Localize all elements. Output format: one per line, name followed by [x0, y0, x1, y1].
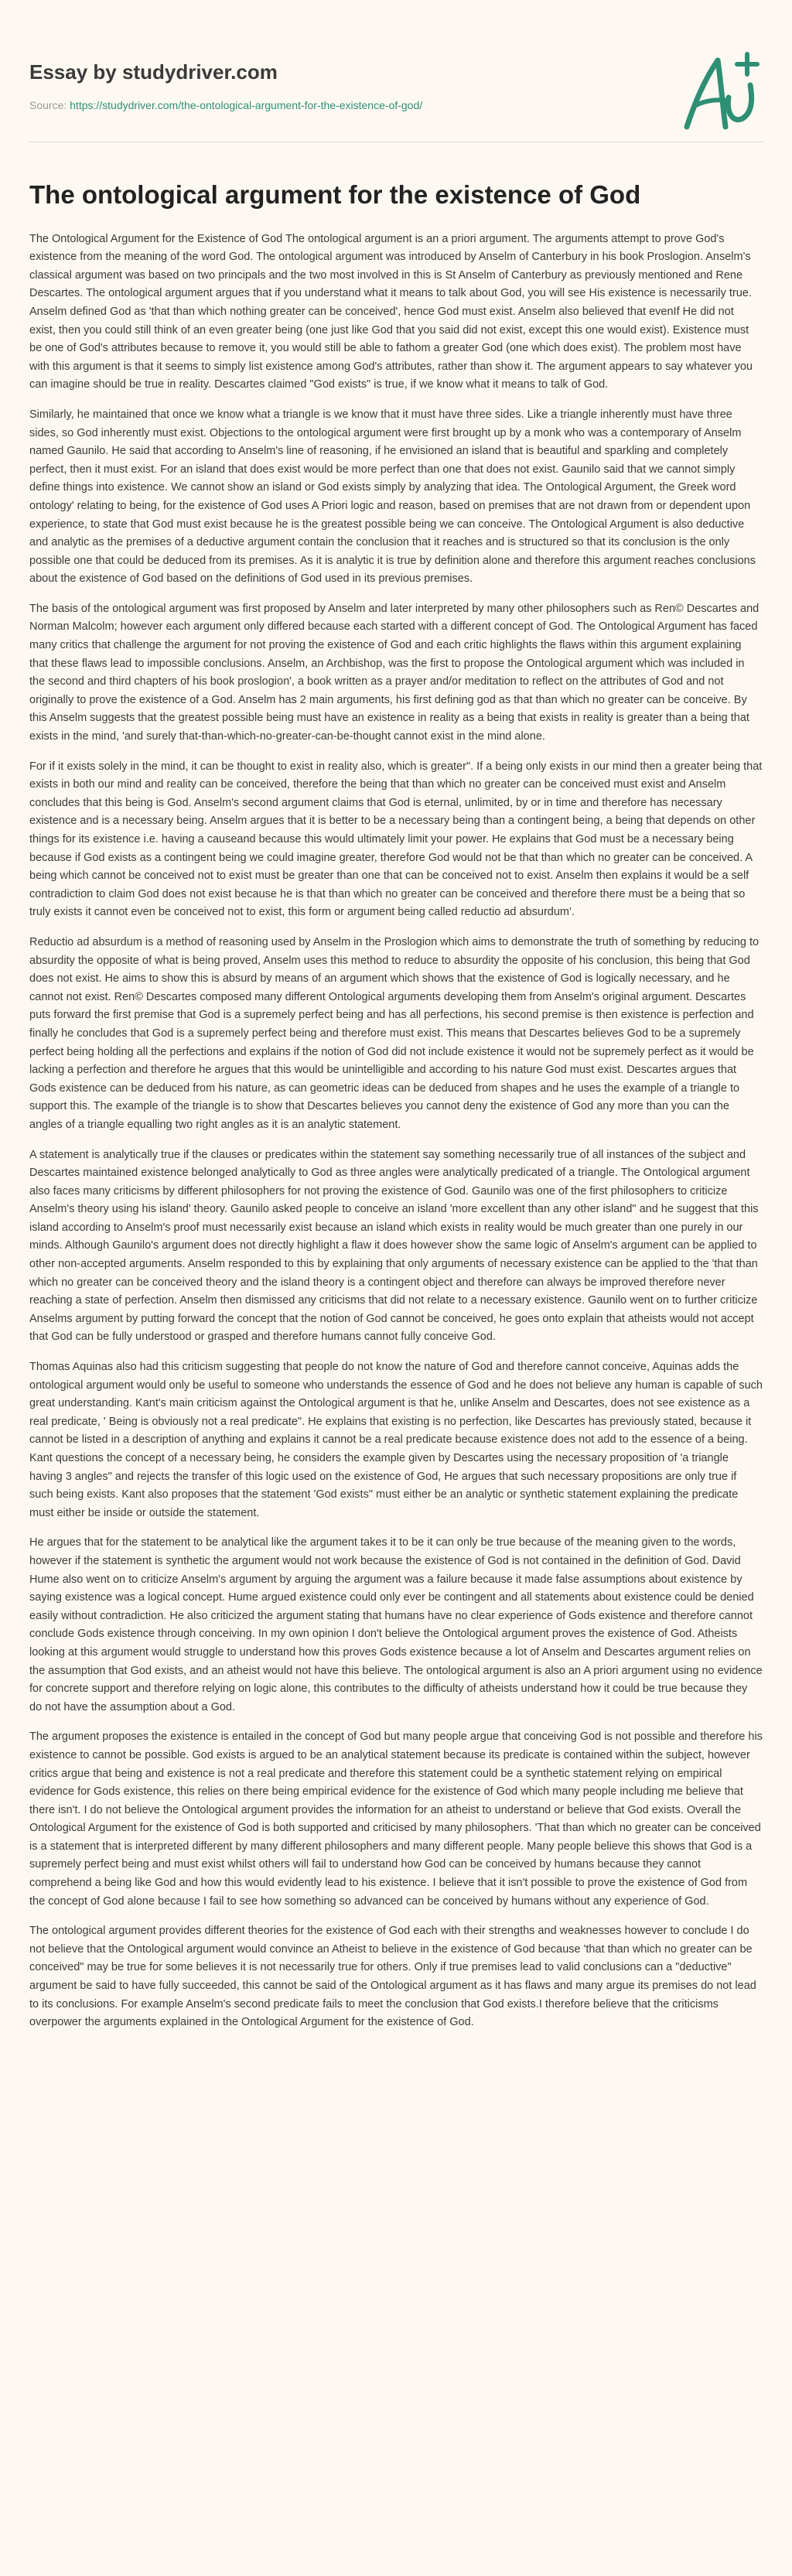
site-title: Essay by studydriver.com — [29, 60, 278, 84]
studydriver-logo[interactable] — [678, 50, 763, 135]
essay-paragraph: The Ontological Argument for the Existence of God The ontological argument is an a priori argument. The arguments attempt to prove God's existence from the meaning of the word God. The ontological argument was introduced by Anselm of Canterbury in his book Proslogion. Anselm's classical argument was based on two principals and the two most involved in this is St Anselm of Canterbury as previously mentioned and Rene Descartes. The ontological argument argues that if you understand what it means to talk about God, you will see His existence is necessarily true. Anselm defined God as 'that than which nothing greater can be conceived', hence God must exist. Anselm also believed that evenIf He did not exist, then you could still think of an even greater being (one just like God that you said did not exist, except this one would exist). Existence must be one of God's attributes because to remove it, you would still be able to fathom a greater God (one which does exist). The problem most have with this argument is that it seems to simply list existence among God's attributes, rather than show it. The argument appears to say whatever you can imagine should be true in reality. Descartes claimed "God exists" is true, if we know what it means to talk of God. — [29, 232, 753, 391]
source-line — [29, 99, 422, 111]
essay-paragraph: A statement is analytically true if the clauses or predicates within the statement say something necessarily true of all instances of the subject and Descartes maintained existence belonged analytically to God as three angles were analytically predicated of a triangle. The Ontological argument also faces many criticisms by different philosophers for not proving the existence of God. Gaunilo was one of the first philosophers to criticize Anselm's theory using his island' theory. Gaunilo asked people to conceive an island 'more excellent than any other island" and he suggest that this island according to Anselm's proof must necessarily exist because an island which exists in reality would be much greater than one purely in our minds. Although Gaunilo's argument does not directly highlight a flaw it does however show the same logic of Anselm's argument can be applied to other non-accepted arguments. Anselm responded to this by explaining that only arguments of necessary existence can be applied to the 'that than which no greater can be conceived theory and the island theory is a contingent object and therefore can always be improved therefore never reaching a state of perfection. Anselm then dismissed any criticisms that did not relate to a necessary existence. Gaunilo went on to further criticize Anselms argument by putting forward the concept that the notion of God cannot be conceived, he goes onto explain that atheists would not accept that God can be fully understood or grasped and therefore humans cannot fully conceive God. — [29, 1148, 759, 1344]
essay-paragraph: The basis of the ontological argument was first proposed by Anselm and later interpreted by many other philosophers such as Ren© Descartes and Norman Malcolm; however each argument only differed because each started with a different concept of God. The Ontological Argument has faced many critics that challenge the argument for not proving the existence of God and each critic highlights the flaws within this argument explaining that these flaws lead to impossible conclusions. Anselm, an Archbishop, was the first to propose the Ontological argument which was included in the second and third chapters of his book proslogion', a book written as a prayer and/or meditation to reflect on the attributes of God and not originally to prove the existence of a God. Anselm has 2 main arguments, his first defining god as that than which no greater can be conceive. By this Anselm suggests that the greatest possible being must have an existence in reality as a being that exists in reality is greater than a being that exists in the mind, 'and surely that-than-which-no-greater-can-be-thought cannot exist in the mind alone. — [29, 602, 760, 743]
essay-paragraph: The argument proposes the existence is entailed in the concept of God but many people argue that conceiving God is not possible and therefore his existence to cannot be possible. God exists is argued to be an analytical statement because its predicate is contained within the subject, however critics argue that being and existence is not a real predicate and therefore this statement could be a synthetic statement relying on empirical evidence for Gods existence, this relies on there being empirical evidence for the existence of God which many people including me believe that there isn't. I do not believe the Ontological argument provides the information for an atheist to understand or believe that God exists. Overall the Ontological Argument for the existence of God is both supported and criticised by many philosophers. 'That than which no greater can be conceived is a statement that is interpreted different by many different philosophers and many different people. Many people believe this shows that God is a supremely perfect being and must exist whilst others will fail to understand how God can be conceived by humans because they cannot comprehend a being like God and how this would evidently lead to his existence. I believe that it isn't possible to prove the existence of God from the concept of God alone because I fail to see how something so advanced can be conceived by humans without any experience of God. — [29, 1730, 763, 1908]
essay-paragraph: Similarly, he maintained that once we know what a triangle is we know that it must have three sides. Like a triangle inherently must have three sides, so God inherently must exist. Objections to the ontological argument were first brought up by a monk who was a contemporary of Anselm named Gaunilo. He said that according to Anselm's line of reasoning, if he envisioned an island that is beautiful and sparkling and completely perfect, then it must exist. For an island that does exist would be more perfect than one that does not exist. Gaunilo said that we cannot simply define things into existence. We cannot show an island or God exists simply by analyzing that idea. The Ontological Argument, the Greek word ontology' relating to being, for the existence of God uses A Priori logic and reason, based on premises that are not drawn from or dependent upon experience, to state that God must exist because he is the greatest possible being we can conceive. The Ontological Argument is also deductive and analytic as the premises of a deductive argument contain the conclusion that it reaches and is structured so that its conclusion is the only possible one that could be deduced from its premises. As it is analytic it is true by definition alone and therefore this argument reaches conclusions about the existence of God based on the definitions of God used in its previous premises. — [29, 408, 756, 586]
essay-paragraph: For if it exists solely in the mind, it can be thought to exist in reality also, which is greater". If a being only exists in our mind then a greater being that exists in both our mind and reality can be conceived, therefore the being that than which no greater can be conceived must exist and Anselm concludes that this being is God. Anselm's second argument claims that God is eternal, unlimited, by or in time and therefore has necessary existence and is a necessary being. Anselm argues that it is better to be a necessary being than a contingent being, a being that depends on other things for its existence i.e. having a causeand because this would ultimately limit your power. He explains that God must be a necessary being because if God exists as a contingent being we could imagine greater, therefore God would not be that than which no greater can be conceived. A being which cannot be conceived not to exist must be greater than one that can be conceived not to exist. Anselm then explains it would be a self contradiction to claim God does not exist because he is that than which no greater can be conceived and therefore there must be a being that so truly exists it cannot even be conceived not to exist, this form or argument being called reductio ad absurdum'. — [29, 760, 763, 919]
essay-title: The ontological argument for the existence of God — [29, 180, 641, 209]
page-header — [0, 0, 792, 170]
essay-paragraph: The ontological argument provides different theories for the existence of God each with their strengths and weaknesses however to conclude I do not believe that the Ontological argument would convince an Atheist to believe in the existence of God because 'that than which no greater can be conceived" may be true for some believes it is not necessarily true for others. Only if true premises lead to valid conclusions can a "deductive" argument be said to have fully succeeded, this cannot be said of the Ontological argument as it has flaws and many argue its premises do not lead to its conclusions. For example Anselm's second predicate fails to meet the conclusion that God exists.I therefore believe that the criticisms overpower the arguments explained in the Ontological Argument for the existence of God. — [29, 1925, 756, 2029]
essay-paragraph: Thomas Aquinas also had this criticism suggesting that people do not know the nature of God and therefore cannot conceive, Aquinas adds the ontological argument would only be useful to someone who understands the essence of God and he does not believe any human is capable of such great understanding. Kant's main criticism against the Ontological argument is that he, unlike Anselm and Descartes, does not see existence as a real predicate, ' Being is obviously not a real predicate". He explains that existing is no perfection, like Descartes has previously stated, because it cannot be listed in a description of anything and explains it cannot be a real predicate because existence does not add to the essence of a being. Kant questions the concept of a necessary being, he considers the example given by Descartes using the necessary proposition of 'a triangle having 3 angles" and rejects the transfer of this logic used on the existence of God, He argues that such necessary propositions are only true if such being exists. Kant also proposes that the statement 'God exists" must either be an analytic or synthetic statement explaining the predicate must either be inside or outside the statement. — [29, 1361, 763, 1519]
essay-paragraph: He argues that for the statement to be analytical like the argument takes it to be it can only be true because of the meaning given to the words, however if the statement is synthetic the argument would not work because the existence of God is not contained in the definition of God. David Hume also went on to criticize Anselm's argument by arguing the argument was a failure because it made false assumptions about existence by saying existence was a logical concept. Hume argued existence could only ever be contingent and all statements about existence could be denied easily without contradiction. He also criticized the argument stating that humans have no clear experience of Gods existence and therefore cannot conclude Gods existence through conceiving. In my own opinion I don't believe the Ontological argument proves the existence of God. Atheists looking at this argument would struggle to understand how this proves Gods existence because a lot of Anselm and Descartes argument relies on the assumption that God exists, and an atheist would not have this believe. The ontological argument is also an A priori argument using no evidence for concrete support and therefore relying on logic alone, this contributes to the difficulty of atheists understand how it could be true because they do not have the assumption about a God. — [29, 1536, 763, 1713]
essay-paragraph: Reductio ad absurdum is a method of reasoning used by Anselm in the Proslogion which aims to demonstrate the truth of something by reducing to absurdity the opposite of what is being proved, Anselm uses this method to reduce to absurdity the opposite of his conclusion, this being that God does not exist. He aims to show this is absurd by means of an argument which shows that the existence of God is logically necessary, and he cannot not exist. Ren© Descartes composed many different Ontological arguments developing them from Anselm's original argument. Descartes puts forward the first premise that God is a supremely perfect being and has all perfections, his second premise is then existence is perfection and finally he concludes that God is a supremely perfect being and therefore must exist. This means that Descartes believes God to be a supremely perfect being holding all the perfections and explains if the notion of God did not include existence it would not be supremely perfect as it would be lacking a perfection and therefore he argues that this would be unintelligible and according to his nature God must exist. Descartes argues that Gods existence can be deduced from his nature, as can geometric ideas can be deduced from shapes and he uses the example of a triangle to support this. The example of the triangle is to show that Descartes believes you cannot deny the existence of God any more than you can the angles of a triangle equalling two right angles as it is an analytic statement. — [29, 935, 760, 1131]
essay-article — [29, 179, 763, 2044]
source-link[interactable]: https://studydriver.com/the-ontological-argument-for-the-existence-of-god/ — [70, 99, 423, 111]
source-label: Source: — [29, 99, 70, 111]
